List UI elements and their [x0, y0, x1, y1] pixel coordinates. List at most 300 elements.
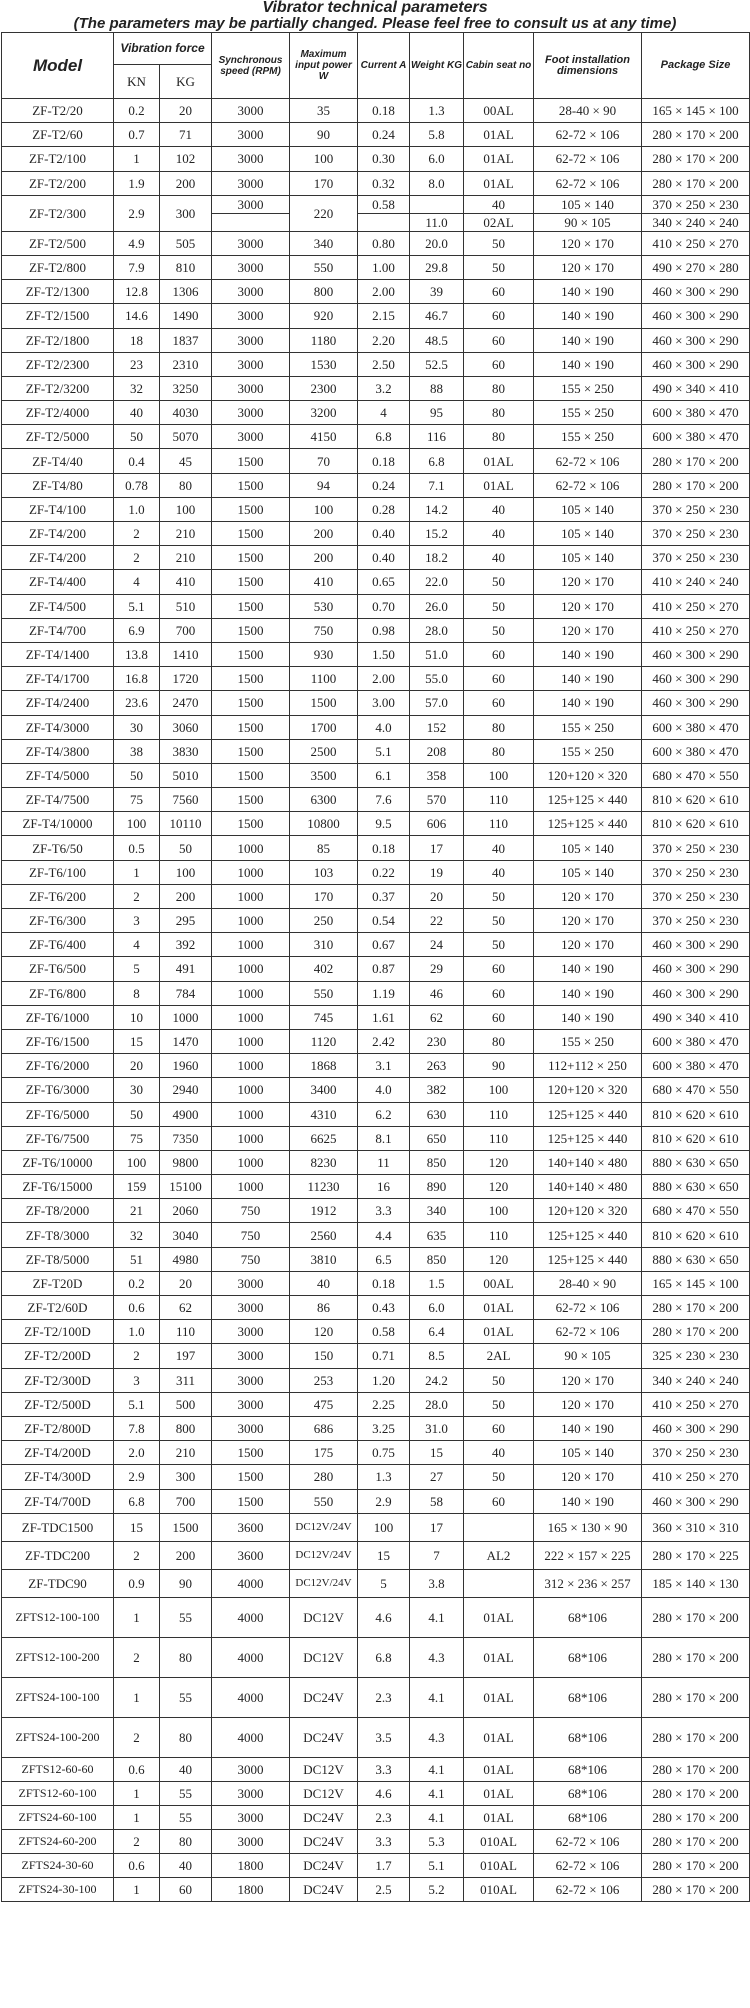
cell-weight: 6.0 [410, 147, 464, 171]
cell-cabin: 80 [464, 739, 534, 763]
cell-package: 600 × 380 × 470 [642, 1054, 750, 1078]
cell-power: 100 [290, 147, 358, 171]
cell-model: ZF-T6/1000 [2, 1005, 114, 1029]
cell-package: 880 × 630 × 650 [642, 1247, 750, 1271]
cell-speed: 1500 [212, 1489, 290, 1513]
cell-model: ZF-T2/20 [2, 99, 114, 123]
cell-foot: 140 × 190 [534, 352, 642, 376]
table-row [2, 1465, 750, 1489]
cell-current: 1.00 [358, 255, 410, 279]
cell-package: 280 × 170 × 200 [642, 1757, 750, 1781]
cell-foot: 105 × 140 [534, 836, 642, 860]
table-row [2, 231, 750, 255]
cell-power: 11230 [290, 1175, 358, 1199]
cell-power: 550 [290, 981, 358, 1005]
cell-kn: 6.8 [114, 1489, 160, 1513]
cell-current: 0.87 [358, 957, 410, 981]
cell-current: 6.2 [358, 1102, 410, 1126]
cell-current: 2.9 [358, 1489, 410, 1513]
cell-kg: 9800 [160, 1150, 212, 1174]
cell-power: DC12V [290, 1757, 358, 1781]
table-row [2, 763, 750, 787]
cell-power: 3400 [290, 1078, 358, 1102]
cell-speed: 1000 [212, 1005, 290, 1029]
cell-package: 600 × 380 × 470 [642, 425, 750, 449]
cell-speed: 1800 [212, 1877, 290, 1901]
cell-kn: 3 [114, 1368, 160, 1392]
table-row [2, 195, 750, 213]
cell-package: 810 × 620 × 610 [642, 812, 750, 836]
cell-speed: 3000 [212, 376, 290, 400]
cell-model: ZF-T2/1800 [2, 328, 114, 352]
cell-package: 280 × 170 × 200 [642, 1677, 750, 1717]
cell-weight: 20.0 [410, 231, 464, 255]
cell-current: 0.40 [358, 522, 410, 546]
cell-weight: 152 [410, 715, 464, 739]
cell-current: 3.5 [358, 1717, 410, 1757]
cell-weight: 570 [410, 788, 464, 812]
page-title: Vibrator technical parameters [262, 0, 488, 16]
cell-foot: 140 × 190 [534, 1005, 642, 1029]
cell-speed: 3000 [212, 1368, 290, 1392]
cell-cabin: 100 [464, 763, 534, 787]
cell-power: 3500 [290, 763, 358, 787]
cell-speed: 1500 [212, 691, 290, 715]
cell-model: ZF-T6/200 [2, 884, 114, 908]
cell-kn: 2 [114, 1829, 160, 1853]
cell-foot: 125+125 × 440 [534, 1223, 642, 1247]
cell-cabin: 60 [464, 328, 534, 352]
cell-power: 253 [290, 1368, 358, 1392]
table-row [2, 1781, 750, 1805]
cell-speed: 1500 [212, 449, 290, 473]
cell-kn: 100 [114, 812, 160, 836]
cell-package: 370 × 250 × 230 [642, 909, 750, 933]
cell-package: 280 × 170 × 200 [642, 449, 750, 473]
table-row [2, 884, 750, 908]
cell-foot: 120 × 170 [534, 231, 642, 255]
cell-power: 94 [290, 473, 358, 497]
table-row [2, 401, 750, 425]
cell-speed: 3000 [212, 1416, 290, 1440]
cell-current: 0.58 [358, 195, 410, 213]
table-row [2, 171, 750, 195]
cell-model: ZF-T6/7500 [2, 1126, 114, 1150]
cell-speed: 1500 [212, 497, 290, 521]
cell-model: ZF-T2/500 [2, 231, 114, 255]
table-row [2, 1199, 750, 1223]
cell-kg: 3040 [160, 1223, 212, 1247]
cell-weight: 46.7 [410, 304, 464, 328]
table-row [2, 1569, 750, 1597]
cell-model: ZFTS12-100-100 [2, 1597, 114, 1637]
cell-model: ZF-T4/10000 [2, 812, 114, 836]
cell-foot: 140 × 190 [534, 304, 642, 328]
cell-model: ZF-T4/500 [2, 594, 114, 618]
cell-kg: 392 [160, 933, 212, 957]
cell-weight: 208 [410, 739, 464, 763]
cell-speed: 750 [212, 1199, 290, 1223]
cell-cabin: 110 [464, 1102, 534, 1126]
cell-model: ZFTS12-60-100 [2, 1781, 114, 1805]
cell-model: ZF-T4/300D [2, 1465, 114, 1489]
cell-package: 680 × 470 × 550 [642, 763, 750, 787]
cell-foot: 140 × 190 [534, 691, 642, 715]
cell-current: 0.75 [358, 1441, 410, 1465]
cell-kg: 1410 [160, 642, 212, 666]
cell-speed: 3000 [212, 255, 290, 279]
cell-cabin: 50 [464, 231, 534, 255]
cell-package: 280 × 170 × 200 [642, 473, 750, 497]
cell-weight: 230 [410, 1029, 464, 1053]
cell-speed: 1500 [212, 739, 290, 763]
cell-package: 370 × 250 × 230 [642, 195, 750, 213]
cell-kg: 210 [160, 546, 212, 570]
cell-package: 810 × 620 × 610 [642, 1223, 750, 1247]
cell-speed: 1500 [212, 1465, 290, 1489]
cell-foot: 120 × 170 [534, 933, 642, 957]
cell-package: 370 × 250 × 230 [642, 1441, 750, 1465]
cell-current: 0.22 [358, 860, 410, 884]
cell-kn: 12.8 [114, 280, 160, 304]
cell-speed: 3000 [212, 1392, 290, 1416]
cell-package: 280 × 170 × 200 [642, 123, 750, 147]
table-row [2, 304, 750, 328]
cell-current: 100 [358, 1513, 410, 1541]
cell-weight: 58 [410, 1489, 464, 1513]
cell-current: 2.00 [358, 667, 410, 691]
cell-package: 490 × 340 × 410 [642, 1005, 750, 1029]
cell-kn: 32 [114, 376, 160, 400]
cell-kg: 4030 [160, 401, 212, 425]
cell-package: 460 × 300 × 290 [642, 304, 750, 328]
cell-kg: 102 [160, 147, 212, 171]
cell-foot: 155 × 250 [534, 715, 642, 739]
cell-current: 2.3 [358, 1805, 410, 1829]
cell-model: ZF-T6/5000 [2, 1102, 114, 1126]
cell-weight: 17 [410, 1513, 464, 1541]
cell-cabin: 01AL [464, 1296, 534, 1320]
cell-cabin: 50 [464, 933, 534, 957]
cell-current: 6.8 [358, 1637, 410, 1677]
header-kg: KG [160, 65, 212, 99]
header-weight: Weight KG [410, 33, 464, 99]
cell-cabin: 50 [464, 1368, 534, 1392]
cell-kg: 15100 [160, 1175, 212, 1199]
cell-weight: 39 [410, 280, 464, 304]
cell-model: ZF-T8/5000 [2, 1247, 114, 1271]
cell-kn: 10 [114, 1005, 160, 1029]
cell-kg: 45 [160, 449, 212, 473]
cell-current: 4.6 [358, 1781, 410, 1805]
cell-speed: 1000 [212, 1150, 290, 1174]
cell-power: 4310 [290, 1102, 358, 1126]
cell-current: 3.2 [358, 376, 410, 400]
cell-speed: 1500 [212, 788, 290, 812]
cell-foot: 120 × 170 [534, 1368, 642, 1392]
cell-foot: 140+140 × 480 [534, 1150, 642, 1174]
cell-package: 360 × 310 × 310 [642, 1513, 750, 1541]
cell-model: ZF-T4/2400 [2, 691, 114, 715]
cell-weight: 24.2 [410, 1368, 464, 1392]
cell-model: ZF-T2/2300 [2, 352, 114, 376]
cell-current: 8.1 [358, 1126, 410, 1150]
cell-current: 0.18 [358, 1271, 410, 1295]
cell-current: 0.80 [358, 231, 410, 255]
cell-current: 3.00 [358, 691, 410, 715]
cell-kg: 2940 [160, 1078, 212, 1102]
table-row [2, 449, 750, 473]
cell-foot: 28-40 × 90 [534, 1271, 642, 1295]
cell-current: 0.98 [358, 618, 410, 642]
cell-kn: 2 [114, 1637, 160, 1677]
cell-speed [212, 213, 290, 231]
cell-kn: 4.9 [114, 231, 160, 255]
cell-cabin: 110 [464, 1223, 534, 1247]
cell-package: 600 × 380 × 470 [642, 401, 750, 425]
cell-power: 2560 [290, 1223, 358, 1247]
cell-model: ZF-T4/200 [2, 522, 114, 546]
cell-power: DC24V [290, 1853, 358, 1877]
cell-power: 310 [290, 933, 358, 957]
table-row [2, 667, 750, 691]
cell-package: 165 × 145 × 100 [642, 99, 750, 123]
cell-kg: 1306 [160, 280, 212, 304]
cell-speed: 1000 [212, 1126, 290, 1150]
cell-package: 280 × 170 × 200 [642, 1853, 750, 1877]
cell-cabin: 60 [464, 957, 534, 981]
cell-power: 6625 [290, 1126, 358, 1150]
cell-weight: 15 [410, 1441, 464, 1465]
cell-weight: 4.1 [410, 1677, 464, 1717]
cell-current: 4.0 [358, 1078, 410, 1102]
cell-model: ZF-T4/3800 [2, 739, 114, 763]
cell-speed: 4000 [212, 1569, 290, 1597]
cell-kn: 51 [114, 1247, 160, 1271]
cell-kg: 1960 [160, 1054, 212, 1078]
cell-kg: 300 [160, 1465, 212, 1489]
cell-power: 340 [290, 231, 358, 255]
table-row [2, 1637, 750, 1677]
cell-foot: 62-72 × 106 [534, 449, 642, 473]
cell-kg: 700 [160, 618, 212, 642]
cell-weight: 26.0 [410, 594, 464, 618]
cell-cabin: 010AL [464, 1877, 534, 1901]
cell-package: 460 × 300 × 290 [642, 957, 750, 981]
cell-foot: 62-72 × 106 [534, 1296, 642, 1320]
cell-kg: 1837 [160, 328, 212, 352]
cell-kn: 0.7 [114, 123, 160, 147]
cell-kg: 1490 [160, 304, 212, 328]
page-header [0, 0, 750, 32]
cell-power: 1530 [290, 352, 358, 376]
cell-cabin: 50 [464, 909, 534, 933]
cell-speed: 1000 [212, 957, 290, 981]
cell-cabin: 01AL [464, 1805, 534, 1829]
cell-kn: 13.8 [114, 642, 160, 666]
cell-kn: 4 [114, 933, 160, 957]
cell-model: ZF-T4/80 [2, 473, 114, 497]
cell-weight: 850 [410, 1150, 464, 1174]
table-row [2, 1489, 750, 1513]
cell-foot: 120 × 170 [534, 618, 642, 642]
cell-cabin: 60 [464, 1489, 534, 1513]
cell-cabin: 50 [464, 1465, 534, 1489]
cell-kn: 30 [114, 1078, 160, 1102]
cell-foot: 62-72 × 106 [534, 123, 642, 147]
cell-power: DC24V [290, 1717, 358, 1757]
cell-current: 9.5 [358, 812, 410, 836]
cell-current: 0.30 [358, 147, 410, 171]
cell-power: 800 [290, 280, 358, 304]
cell-kn: 20 [114, 1054, 160, 1078]
cell-model: ZF-TDC1500 [2, 1513, 114, 1541]
cell-package: 280 × 170 × 200 [642, 1781, 750, 1805]
cell-power: 3200 [290, 401, 358, 425]
cell-weight: 606 [410, 812, 464, 836]
cell-power: 1180 [290, 328, 358, 352]
cell-foot: 140 × 190 [534, 667, 642, 691]
cell-foot: 312 × 236 × 257 [534, 1569, 642, 1597]
cell-current: 2.25 [358, 1392, 410, 1416]
cell-foot: 62-72 × 106 [534, 171, 642, 195]
table-row [2, 522, 750, 546]
cell-current: 3.3 [358, 1199, 410, 1223]
cell-model: ZF-T2/60D [2, 1296, 114, 1320]
cell-weight: 11.0 [410, 213, 464, 231]
cell-kg: 2060 [160, 1199, 212, 1223]
cell-speed: 1500 [212, 642, 290, 666]
cell-cabin: AL2 [464, 1541, 534, 1569]
cell-speed: 4000 [212, 1717, 290, 1757]
cell-weight: 4.1 [410, 1805, 464, 1829]
cell-power: 1500 [290, 691, 358, 715]
cell-speed: 1000 [212, 1078, 290, 1102]
cell-cabin: 90 [464, 1054, 534, 1078]
table-row [2, 594, 750, 618]
cell-model: ZF-T6/50 [2, 836, 114, 860]
cell-weight: 28.0 [410, 618, 464, 642]
cell-package: 370 × 250 × 230 [642, 836, 750, 860]
cell-speed: 3000 [212, 1344, 290, 1368]
cell-model: ZF-T4/40 [2, 449, 114, 473]
table-row [2, 1829, 750, 1853]
cell-speed: 3000 [212, 147, 290, 171]
cell-model: ZF-TDC200 [2, 1541, 114, 1569]
cell-weight: 1.3 [410, 99, 464, 123]
cell-current: 2.5 [358, 1877, 410, 1901]
cell-current: 6.8 [358, 425, 410, 449]
cell-cabin: 100 [464, 1078, 534, 1102]
cell-kg: 4980 [160, 1247, 212, 1271]
cell-model: ZF-T2/300 [2, 195, 114, 231]
cell-power: 550 [290, 1489, 358, 1513]
cell-kg: 7560 [160, 788, 212, 812]
table-row [2, 473, 750, 497]
cell-package: 370 × 250 × 230 [642, 884, 750, 908]
cell-power: 103 [290, 860, 358, 884]
cell-cabin: 60 [464, 1416, 534, 1440]
cell-cabin: 110 [464, 812, 534, 836]
cell-power: DC12V [290, 1637, 358, 1677]
header-cabin: Cabin seat no [464, 33, 534, 99]
cell-power: 40 [290, 1271, 358, 1295]
cell-kn: 15 [114, 1513, 160, 1541]
cell-cabin: 40 [464, 860, 534, 884]
cell-model: ZF-T6/15000 [2, 1175, 114, 1199]
cell-kn: 1 [114, 1677, 160, 1717]
cell-kn: 1.0 [114, 1320, 160, 1344]
cell-current: 4.6 [358, 1597, 410, 1637]
cell-foot: 62-72 × 106 [534, 1877, 642, 1901]
cell-kn: 50 [114, 425, 160, 449]
cell-speed: 1500 [212, 812, 290, 836]
cell-cabin [464, 1513, 534, 1541]
cell-foot: 105 × 140 [534, 860, 642, 884]
cell-package: 410 × 250 × 270 [642, 618, 750, 642]
cell-current: 3.1 [358, 1054, 410, 1078]
cell-speed: 3000 [212, 1829, 290, 1853]
cell-cabin: 01AL [464, 449, 534, 473]
cell-power: 4150 [290, 425, 358, 449]
cell-power: 475 [290, 1392, 358, 1416]
cell-foot: 155 × 250 [534, 1029, 642, 1053]
cell-speed: 1000 [212, 1054, 290, 1078]
cell-current: 1.3 [358, 1465, 410, 1489]
spec-table-body [2, 99, 750, 1902]
table-row [2, 812, 750, 836]
cell-foot: 120 × 170 [534, 255, 642, 279]
cell-current: 7.6 [358, 788, 410, 812]
cell-package: 370 × 250 × 230 [642, 546, 750, 570]
cell-speed: 1500 [212, 667, 290, 691]
cell-power: 1700 [290, 715, 358, 739]
cell-speed: 1500 [212, 1441, 290, 1465]
cell-speed: 3600 [212, 1541, 290, 1569]
cell-current: 4.0 [358, 715, 410, 739]
cell-power: 200 [290, 522, 358, 546]
cell-current: 4 [358, 401, 410, 425]
table-row [2, 1029, 750, 1053]
cell-power: DC12V/24V [290, 1569, 358, 1597]
table-row [2, 280, 750, 304]
cell-current: 0.58 [358, 1320, 410, 1344]
cell-speed: 1000 [212, 1175, 290, 1199]
cell-speed: 3000 [212, 1271, 290, 1295]
cell-foot: 140 × 190 [534, 642, 642, 666]
cell-power: DC24V [290, 1677, 358, 1717]
cell-current: 4.4 [358, 1223, 410, 1247]
cell-model: ZF-T6/1500 [2, 1029, 114, 1053]
cell-model: ZF-T4/400 [2, 570, 114, 594]
cell-current: 0.54 [358, 909, 410, 933]
cell-package: 280 × 170 × 200 [642, 1597, 750, 1637]
cell-speed: 1500 [212, 522, 290, 546]
cell-kn: 1.9 [114, 171, 160, 195]
cell-kg: 110 [160, 1320, 212, 1344]
cell-kn: 5.1 [114, 1392, 160, 1416]
cell-kg: 20 [160, 99, 212, 123]
cell-power: 1100 [290, 667, 358, 691]
cell-weight: 7 [410, 1541, 464, 1569]
cell-kg: 210 [160, 522, 212, 546]
cell-current: 2.20 [358, 328, 410, 352]
table-row [2, 1392, 750, 1416]
cell-cabin: 50 [464, 884, 534, 908]
cell-foot: 120+120 × 320 [534, 1078, 642, 1102]
cell-kg: 500 [160, 1392, 212, 1416]
cell-weight: 4.1 [410, 1597, 464, 1637]
